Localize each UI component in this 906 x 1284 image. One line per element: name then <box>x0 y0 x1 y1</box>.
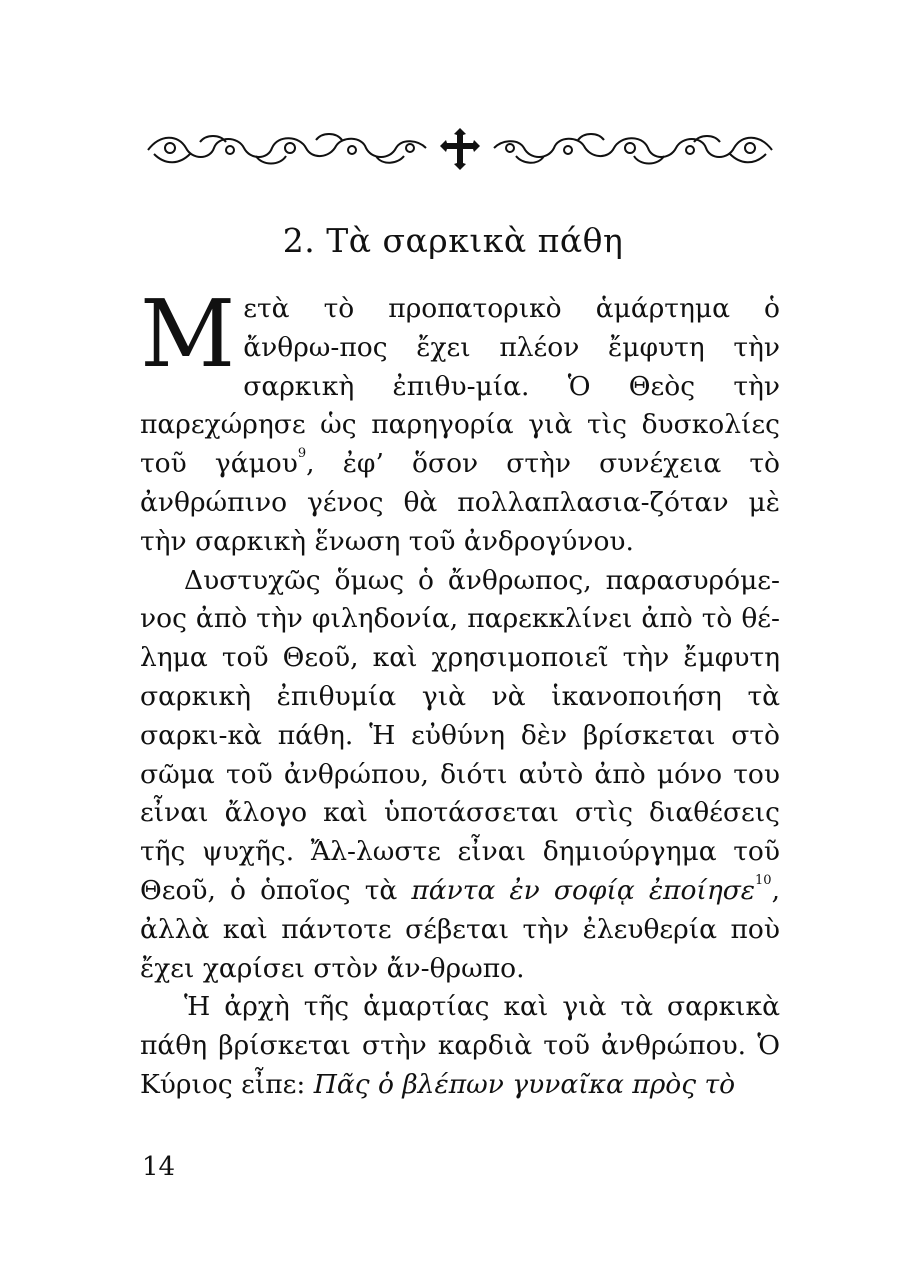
paragraph-1-text-a: ετὰ τὸ προπατορικὸ ἁμάρτημα ὁ ἄνθρω-πος ἔχει πλέον ἔμφυτη τὴν σαρκικὴ ἐπιθυ-μία. Ὁ Θεὸς τὴν παρεχώρησε ὡς παρηγορία γιὰ τὶς δυσκολίες τοῦ γάμου <box>140 293 780 480</box>
paragraph-2-text-b: , ἀλλὰ καὶ πάντοτε σέβεται τὴν ἐλευθερία ποὺ ἔχει χαρίσει στὸν ἄν-θρωπο. <box>140 874 780 984</box>
ornament-border-icon <box>140 126 780 172</box>
paragraph-2 <box>140 562 780 989</box>
paragraph-1 <box>140 280 780 562</box>
footnote-ref-10[interactable]: 10 <box>755 872 772 888</box>
paragraph-1-text-b: , ἐφ’ ὅσον στὴν συνέχεια τὸ ἀνθρώπινο γένος θὰ πολλαπλασια-ζόταν μὲ τὴν σαρκικὴ ἕνωση τοῦ ἀνδρογύνου. <box>140 448 780 557</box>
page-number: 14 <box>142 1152 176 1182</box>
chapter-body <box>140 280 780 1105</box>
drop-cap: Μ <box>140 280 236 388</box>
paragraph-3 <box>140 988 780 1104</box>
chapter-title: 2. Τὰ σαρκικὰ πάθη <box>282 221 624 260</box>
scripture-quote: πάντα ἐν σοφίᾳ ἐποίησε <box>411 874 756 906</box>
paragraph-3-text-a: Ἡ ἀρχὴ τῆς ἁμαρτίας καὶ γιὰ τὰ σαρκικὰ πάθη βρίσκεται στὴν καρδιὰ τοῦ ἀνθρώπου. Ὁ Κύριος εἶπε: <box>140 991 780 1100</box>
footnote-ref-9[interactable]: 9 <box>297 446 307 462</box>
gospel-quote: Πᾶς ὁ βλέπων γυναῖκα πρὸς τὸ <box>313 1068 736 1100</box>
paragraph-2-text-a: Δυστυχῶς ὅμως ὁ ἄνθρωπος, παρασυρόμε-νος ἀπὸ τὴν φιληδονία, παρεκκλίνει ἀπὸ τὸ θέ-λημα τοῦ Θεοῦ, καὶ χρησιμοποιεῖ τὴν ἔμφυτη σαρκικὴ ἐπιθυμία γιὰ νὰ ἱκανοποιήση τὰ σαρκι-κὰ πάθη. Ἡ εὐθύνη δὲν βρίσκεται στὸ σῶμα τοῦ ἀνθρώπου, διότι αὐτὸ ἀπὸ μόνο του εἶναι ἄλογο καὶ ὑποτάσσεται στὶς διαθέσεις τῆς ψυχῆς. Ἄλ-λωστε εἶναι δημιούργημα τοῦ Θεοῦ, ὁ ὁποῖος τὰ <box>140 564 780 906</box>
